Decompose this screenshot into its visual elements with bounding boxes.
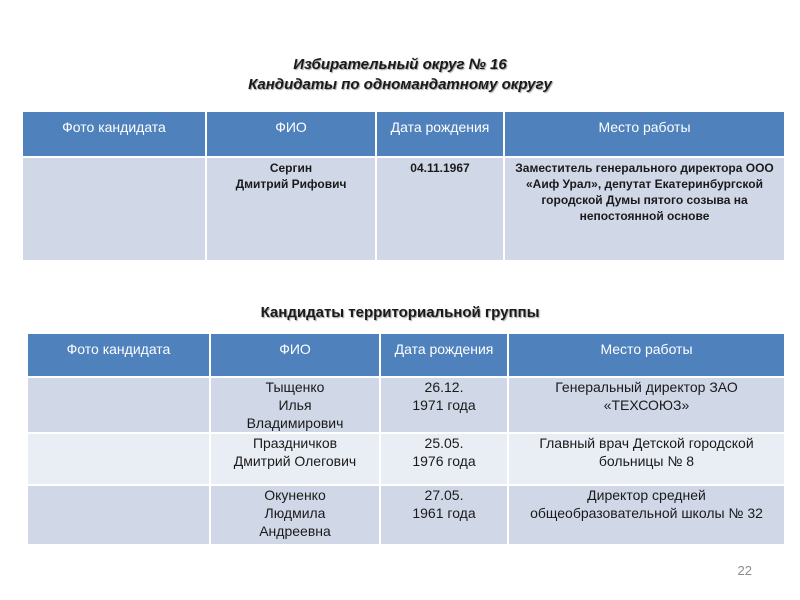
candidate-birth-date — [380, 485, 508, 545]
candidate-workplace — [504, 157, 785, 261]
candidate-workplace — [508, 433, 785, 485]
candidate-birth-date: 04.11.1967 — [376, 157, 504, 261]
header-birth-date: Дата рождения — [376, 111, 504, 157]
header-birth-date: Дата рождения — [380, 333, 508, 377]
candidate-name — [210, 485, 380, 545]
header-workplace: Место работы — [508, 333, 785, 377]
candidate-photo-cell — [27, 433, 210, 485]
birth-line: 27.05. — [424, 487, 464, 503]
table-row — [27, 377, 785, 433]
candidate-birth-date — [380, 433, 508, 485]
birth-line: 1971 года — [412, 397, 476, 413]
table-header-row — [27, 333, 785, 377]
header-name: ФИО — [210, 333, 380, 377]
workplace-text: Заместитель генерального директора ООО «Аиф Урал», депутат Екатеринбургской городской Думы пятого созыва на непостоянной основе — [515, 161, 774, 223]
name-line: Сергин — [269, 161, 313, 175]
name-line: Окуненко — [264, 487, 326, 503]
single-mandate-subtitle: Кандидаты по одномандатному округу — [248, 76, 552, 93]
territorial-title: Кандидаты территориальной группы — [260, 304, 540, 321]
candidate-photo-cell — [27, 377, 210, 433]
single-mandate-table — [21, 110, 786, 262]
name-line: Владимирович — [246, 415, 344, 431]
table-row — [27, 485, 785, 545]
name-line: Илья — [278, 397, 312, 413]
candidate-name — [210, 433, 380, 485]
candidate-workplace — [508, 485, 785, 545]
name-line: Праздничков — [252, 435, 338, 451]
candidate-name — [210, 377, 380, 433]
district-title — [0, 55, 800, 95]
header-workplace: Место работы — [504, 111, 785, 157]
birth-line: 1976 года — [412, 453, 476, 469]
table-row — [27, 433, 785, 485]
birth-line: 25.05. — [424, 435, 464, 451]
name-line: Людмила — [264, 505, 326, 521]
district-title-text: Избирательный округ № 16 — [293, 56, 507, 73]
birth-line: 26.12. — [424, 379, 464, 395]
name-line: Андреевна — [259, 523, 331, 539]
candidate-birth-date — [380, 377, 508, 433]
candidate-name — [206, 157, 376, 261]
table-row — [22, 157, 785, 261]
candidate-photo-cell — [22, 157, 206, 261]
name-line: Тыщенко — [265, 379, 325, 395]
header-name: ФИО — [206, 111, 376, 157]
header-photo: Фото кандидата — [22, 111, 206, 157]
territorial-table — [26, 332, 786, 546]
name-line: Дмитрий Рифович — [235, 177, 347, 191]
page-number: 22 — [737, 563, 752, 578]
workplace-text: Директор средней общеобразовательной школы № 32 — [530, 487, 763, 521]
header-photo: Фото кандидата — [27, 333, 210, 377]
birth-line: 1961 года — [412, 505, 476, 521]
name-line: Дмитрий Олегович — [233, 453, 357, 469]
workplace-text: Главный врач Детской городской больницы № 8 — [539, 435, 754, 469]
candidate-workplace — [508, 377, 785, 433]
table-header-row — [22, 111, 785, 157]
workplace-text: Генеральный директор ЗАО «ТЕХСОЮЗ» — [555, 379, 738, 413]
candidate-photo-cell — [27, 485, 210, 545]
